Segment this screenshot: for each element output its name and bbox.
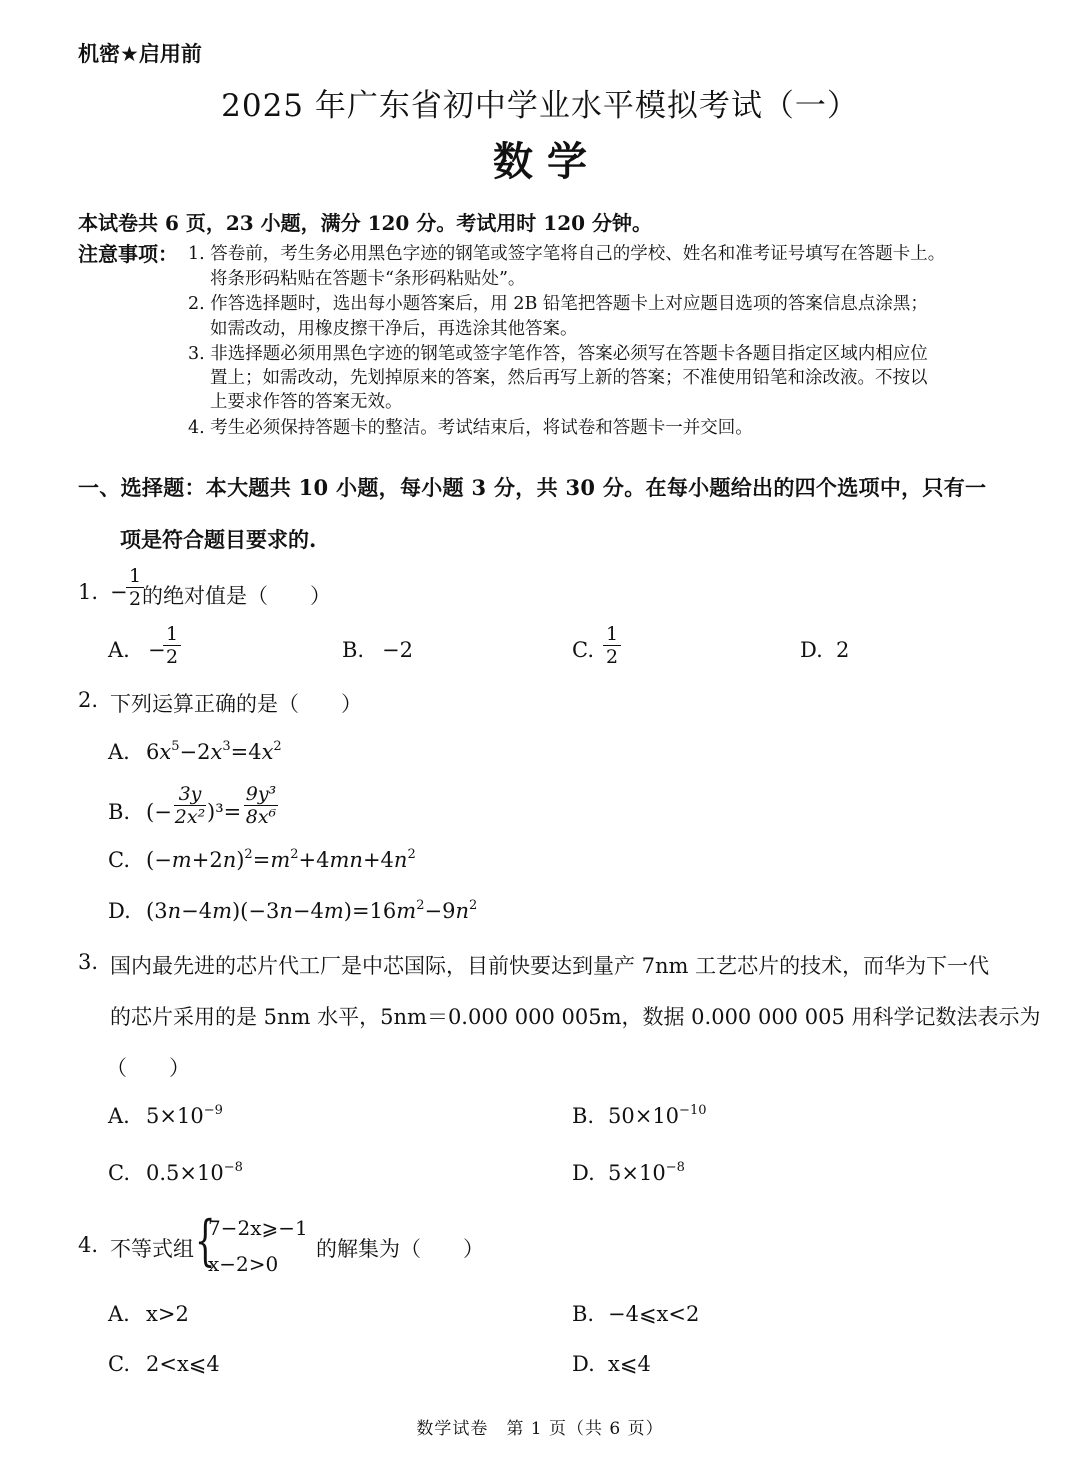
option-b-expr: $50\times 10^{-10}$ bbox=[608, 1103, 707, 1128]
inequality-row: x−2>0 bbox=[208, 1252, 279, 1276]
option-c-fraction bbox=[603, 624, 621, 667]
option-c-expr: $(-m+2n)^2=m^2+4mn+4n^2$ bbox=[146, 847, 416, 872]
option-d-expr: $5\times 10^{-8}$ bbox=[608, 1160, 685, 1185]
denominator: 2 bbox=[605, 646, 619, 668]
denominator: 2 bbox=[128, 588, 142, 610]
question-number: 3. bbox=[78, 950, 99, 974]
denominator: 2 bbox=[165, 646, 179, 668]
notice-item: 2. 作答选择题时，选出每小题答案后，用 2B 铅笔把答题卡上对应题目选项的答案信息点涂黑； bbox=[188, 294, 928, 314]
option-c-label: C. bbox=[108, 1352, 130, 1376]
question-stem-line: 的芯片采用的是 5nm 水平，5nm＝0.000 000 005m，数据 0.000 000 005 用科学记数法表示为 bbox=[110, 1005, 1041, 1029]
option-c-label: C. bbox=[572, 638, 594, 662]
option-a-label: A. bbox=[108, 638, 130, 662]
option-a-label: A. bbox=[108, 1104, 130, 1128]
question-number: 4. bbox=[78, 1233, 99, 1257]
option-c-expr: $0.5\times 10^{-8}$ bbox=[146, 1160, 243, 1185]
option-a-minus: − bbox=[148, 638, 166, 662]
option-a-label: A. bbox=[108, 1302, 130, 1326]
option-a-label: A. bbox=[108, 740, 130, 764]
page-footer: 数学试卷 第 1 页（共 6 页） bbox=[416, 1419, 664, 1439]
option-b-open: (− bbox=[146, 800, 172, 824]
denominator: 2x² bbox=[174, 806, 206, 828]
question-number: 2. bbox=[78, 688, 99, 712]
option-d-text: x⩽4 bbox=[608, 1352, 651, 1376]
option-c-label: C. bbox=[108, 1161, 130, 1185]
notice-item: 4. 考生必须保持答题卡的整洁。考试结束后，将试卷和答题卡一并交回。 bbox=[188, 418, 753, 438]
numerator: 9y³ bbox=[245, 783, 277, 805]
subject-title: 数 学 bbox=[493, 139, 587, 185]
option-a-expr: $6x^5-2x^3=4x^2$ bbox=[146, 739, 282, 764]
notice-label: 注意事项： bbox=[78, 242, 178, 266]
question-stem: 的绝对值是（ ） bbox=[142, 584, 331, 608]
exam-title: 2025 年广东省初中学业水平模拟考试（一） bbox=[221, 88, 859, 124]
notice-item: 将条形码粘贴在答题卡“条形码粘贴处”。 bbox=[210, 269, 526, 289]
option-d-label: D. bbox=[800, 638, 823, 662]
option-b-label: B. bbox=[572, 1302, 595, 1326]
option-c-text: 2<x⩽4 bbox=[146, 1352, 220, 1376]
option-b-label: B. bbox=[572, 1104, 595, 1128]
stem-prefix: 不等式组 bbox=[110, 1237, 194, 1261]
section-heading-cont: 项是符合题目要求的. bbox=[120, 527, 317, 552]
question-stem-line: （ ） bbox=[106, 1056, 190, 1080]
option-b-fraction-right bbox=[244, 784, 278, 827]
confidential-mark: 机密★启用前 bbox=[78, 42, 202, 66]
notice-item: 上要求作答的答案无效。 bbox=[210, 392, 403, 412]
option-b-text: −4⩽x<2 bbox=[608, 1302, 700, 1326]
inequality-row: 7−2x⩾−1 bbox=[208, 1216, 308, 1240]
notice-item: 3. 非选择题必须用黑色字迹的钢笔或签字笔作答，答案必须写在答题卡各题目指定区域内相应位 bbox=[188, 344, 928, 364]
option-a-text: x>2 bbox=[146, 1302, 189, 1326]
option-a-expr: $5\times 10^{-9}$ bbox=[146, 1103, 223, 1128]
option-b-label: B. bbox=[108, 800, 131, 824]
brace-symbol: { bbox=[194, 1209, 216, 1272]
numerator: 1 bbox=[128, 565, 142, 587]
option-b-close: )³= bbox=[207, 800, 242, 824]
option-d-label: D. bbox=[572, 1161, 595, 1185]
numerator: 1 bbox=[605, 623, 619, 645]
option-b-text: −2 bbox=[382, 638, 413, 662]
notice-item: 置上；如需改动，先划掉原来的答案，然后再写上新的答案；不准使用铅笔和涂改液。不按以 bbox=[210, 368, 928, 388]
notice-item: 1. 答卷前，考生务必用黑色字迹的钢笔或签字笔将自己的学校、姓名和准考证号填写在答题卡上。 bbox=[188, 244, 946, 264]
question-stem-line: 国内最先进的芯片代工厂是中芯国际，目前快要达到量产 7nm 工艺芯片的技术，而华为下一代 bbox=[110, 954, 990, 978]
option-d-label: D. bbox=[572, 1352, 595, 1376]
option-d-text: 2 bbox=[836, 638, 850, 662]
option-a-fraction bbox=[163, 624, 181, 667]
exam-summary: 本试卷共 6 页，23 小题，满分 120 分。考试用时 120 分钟。 bbox=[78, 211, 652, 235]
question-stem: 下列运算正确的是（ ） bbox=[110, 692, 362, 716]
denominator: 8x⁶ bbox=[245, 806, 277, 828]
option-c-label: C. bbox=[108, 848, 130, 872]
numerator: 1 bbox=[165, 623, 179, 645]
section-heading: 一、选择题：本大题共 10 小题，每小题 3 分，共 30 分。在每小题给出的四个选项中，只有一 bbox=[78, 475, 987, 500]
numerator: 3y bbox=[178, 783, 202, 805]
option-d-expr: $(3n-4m)(-3n-4m)=16m^2-9n^2$ bbox=[146, 898, 478, 923]
option-d-label: D. bbox=[108, 899, 131, 923]
minus-sign: − bbox=[110, 580, 128, 604]
question-number: 1. bbox=[78, 580, 99, 604]
option-b-fraction-left bbox=[174, 784, 206, 827]
option-b-label: B. bbox=[342, 638, 365, 662]
stem-suffix: 的解集为（ ） bbox=[316, 1237, 484, 1261]
notice-item: 如需改动，用橡皮擦干净后，再选涂其他答案。 bbox=[210, 319, 578, 339]
